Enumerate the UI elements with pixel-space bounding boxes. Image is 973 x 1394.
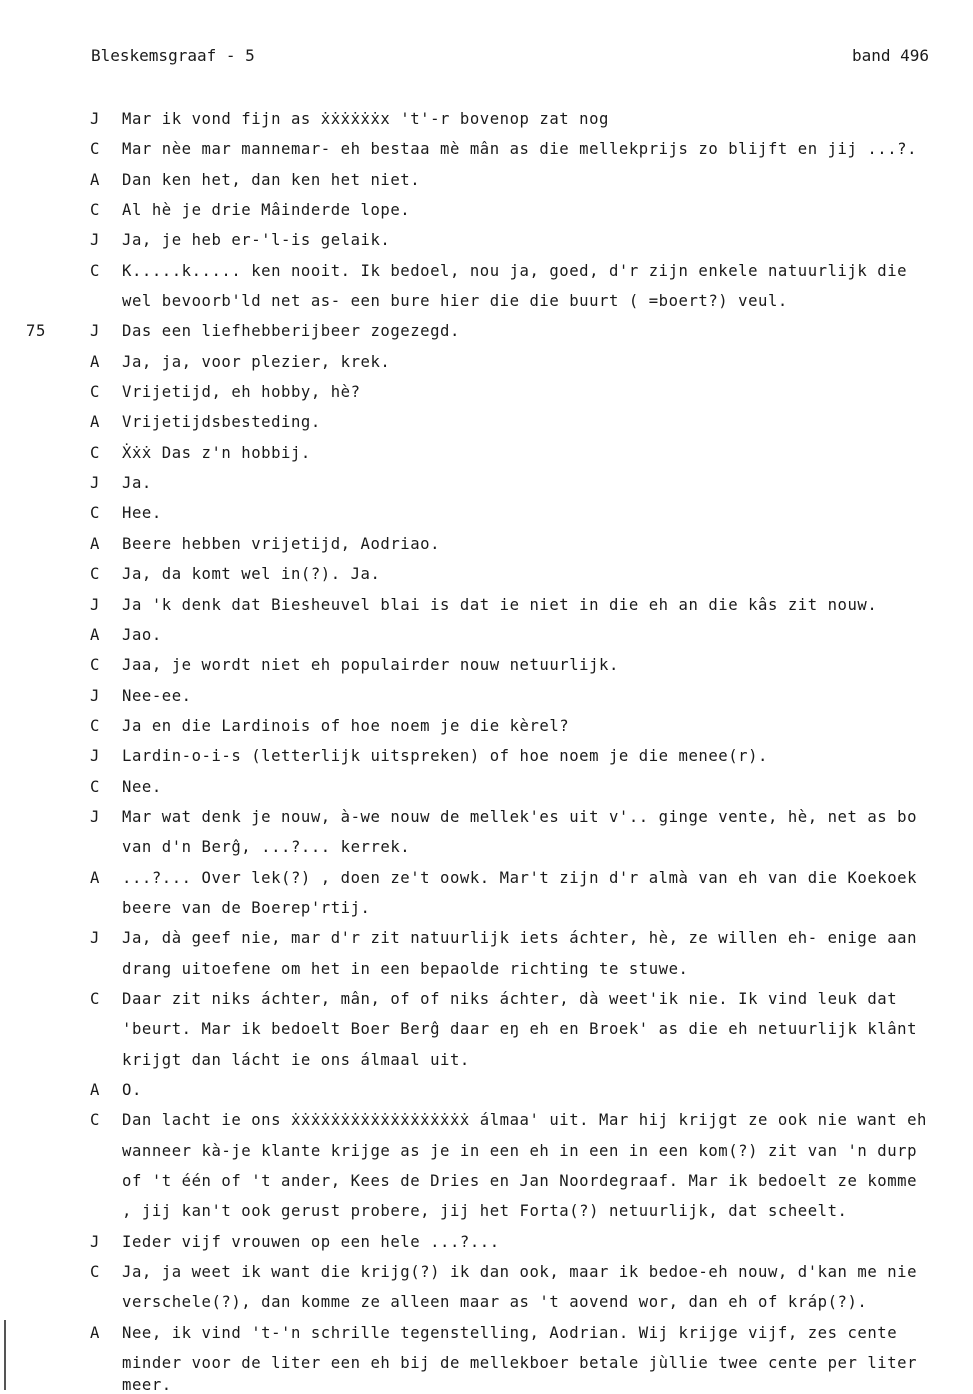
line-text: Ja en die Lardinois of hoe noem je die kèrel?: [122, 716, 570, 735]
line-text: K.....k..... ken nooit. Ik bedoel, nou ja, goed, d'r zijn enkele natuurlijk die: [122, 261, 908, 280]
speaker-label: C: [90, 989, 100, 1008]
line-text: , jij kan't ook gerust probere, jij het Forta(?) netuurlijk, dat scheelt.: [122, 1202, 848, 1221]
speaker-label: J: [90, 110, 100, 128]
transcript-line: [0, 134, 973, 164]
header-title: Bleskemsgraaf - 5: [91, 46, 255, 65]
speaker-label: A: [90, 170, 100, 189]
line-number: 75: [26, 322, 46, 341]
speaker-label: A: [90, 534, 100, 553]
transcript-line: [0, 407, 973, 437]
line-text: Nee, ik vind 't-'n schrille tegenstelling, Aodrian. Wij krijge vijf, zes cente: [122, 1323, 898, 1342]
transcript-line: [0, 620, 973, 650]
transcript-line: [0, 681, 973, 711]
speaker-label: A: [90, 868, 100, 887]
speaker-label: J: [90, 595, 100, 614]
transcript-line: [0, 1318, 973, 1348]
speaker-label: J: [90, 322, 100, 341]
line-text: Ieder vijf vrouwen op een hele ...?...: [122, 1232, 500, 1251]
line-text: O.: [122, 1081, 142, 1099]
transcript-line: [0, 1196, 973, 1226]
speaker-label: J: [90, 807, 100, 826]
speaker-label: C: [90, 565, 100, 584]
transcript-line: [0, 529, 973, 559]
line-text: minder voor de liter een eh bij de mellekboer betale jùllie twee cente per liter: [122, 1354, 918, 1373]
line-text: 'beurt. Mar ik bedoelt Boer Berĝ daar eŋ eh en Broek' as die eh netuurlijk klânt: [122, 1020, 918, 1039]
transcript-line: [0, 1045, 973, 1075]
line-text: Nee.: [122, 777, 162, 796]
line-text: Nee-ee.: [122, 686, 192, 705]
line-text: Ja, ja weet ik want die krijg(?) ik dan ook, maar ik bedoe-eh nouw, d'kan me nie: [122, 1263, 918, 1282]
speaker-label: A: [90, 625, 100, 644]
transcript-line: [0, 225, 973, 255]
line-text: Beere hebben vrijetijd, Aodriao.: [122, 534, 441, 553]
speaker-label: C: [90, 261, 100, 280]
transcript-line: [0, 165, 973, 195]
speaker-label: J: [90, 474, 100, 493]
transcript-line: [0, 863, 973, 893]
line-text: Mar wat denk je nouw, à-we nouw de mellek'es uit v'.. ginge vente, hè, net as bo: [122, 807, 918, 826]
transcript-line: [0, 1374, 973, 1394]
line-text: Dan ken het, dan ken het niet.: [122, 170, 421, 189]
speaker-label: C: [90, 504, 100, 523]
speaker-label: J: [90, 1232, 100, 1251]
transcript-line: [0, 832, 973, 862]
transcript-line: [0, 347, 973, 377]
transcript-line: [0, 711, 973, 741]
transcript-line: [0, 1136, 973, 1166]
transcript-line: [0, 498, 973, 528]
line-text: Mar ik vond fijn as ẋẋẋẋẋẋx 't'-r bovenop zat nog: [122, 110, 609, 128]
transcript-body: [0, 104, 973, 1394]
transcript-line: [0, 377, 973, 407]
speaker-label: C: [90, 201, 100, 220]
line-text: Jaa, je wordt niet eh populairder nouw netuurlijk.: [122, 656, 619, 675]
transcript-line: [0, 1257, 973, 1287]
line-text: Ẋẋẋ Das z'n hobbij.: [122, 443, 311, 462]
transcript-line: [0, 1227, 973, 1257]
line-text: ...?... Over lek(?) , doen ze't oowk. Mar't zijn d'r almà van eh van die Koekoek: [122, 868, 918, 887]
transcript-line: [0, 559, 973, 589]
line-text: Ja, ja, voor plezier, krek.: [122, 352, 391, 371]
speaker-label: A: [90, 1323, 100, 1342]
transcript-line: [0, 772, 973, 802]
tape-number: band 496: [851, 46, 929, 65]
line-text: wanneer kà-je klante krijge as je in een eh in een in een kom(?) zit van 'n durp: [122, 1141, 918, 1160]
speaker-label: J: [90, 747, 100, 766]
line-text: Hee.: [122, 504, 162, 523]
speaker-label: C: [90, 1111, 100, 1130]
line-text: beere van de Boerep'rtij.: [122, 898, 371, 917]
line-text: van d'n Berĝ, ...?... kerrek.: [122, 838, 411, 857]
speaker-label: C: [90, 1263, 100, 1282]
speaker-label: J: [90, 929, 100, 948]
line-text: Vrijetijd, eh hobby, hè?: [122, 383, 361, 402]
transcript-line: [0, 1105, 973, 1135]
line-text: verschele(?), dan komme ze alleen maar as 't aovend wor, dan eh of kráp(?).: [122, 1293, 868, 1312]
transcript-line: [0, 256, 973, 286]
line-text: Lardin-o-i-s (letterlijk uitspreken) of hoe noem je die menee(r).: [122, 747, 768, 766]
line-text: Dan lacht ie ons ẋẋẋẋẋẋẋẋẋẋẋẋẋẋẋẋẋẋ álmaa' uit. Mar hij krijgt ze ook nie want eh: [122, 1111, 927, 1130]
line-text: krijgt dan lácht ie ons álmaal uit.: [122, 1050, 470, 1069]
transcript-line: [0, 650, 973, 680]
line-text: Vrijetijdsbesteding.: [122, 413, 321, 432]
transcript-line: [0, 438, 973, 468]
margin-mark: [4, 1320, 6, 1390]
speaker-label: C: [90, 383, 100, 402]
transcript-line: [0, 954, 973, 984]
speaker-label: A: [90, 352, 100, 371]
transcript-line: [0, 195, 973, 225]
transcript-line: [0, 893, 973, 923]
transcript-line: [0, 802, 973, 832]
line-text: Daar zit niks áchter, mân, of of niks áchter, dà weet'ik nie. Ik vind leuk dat: [122, 989, 898, 1008]
line-text: wel bevoorb'ld net as- een bure hier die die buurt ( =boert?) veul.: [122, 292, 788, 311]
speaker-label: C: [90, 716, 100, 735]
speaker-label: C: [90, 777, 100, 796]
page-header: [91, 46, 929, 70]
line-text: Mar nèe mar mannemar- eh bestaa mè mân as die mellekprijs zo blijft en jij ...?.: [122, 140, 918, 159]
transcript-line: [0, 1075, 973, 1105]
speaker-label: A: [90, 1081, 100, 1099]
line-text: Ja.: [122, 474, 152, 493]
transcript-line: [0, 590, 973, 620]
line-text: meer.: [122, 1376, 172, 1394]
transcript-line: [0, 468, 973, 498]
speaker-label: J: [90, 686, 100, 705]
line-text: drang uitoefene om het in een bepaolde richting te stuwe.: [122, 959, 689, 978]
line-text: Das een liefhebberijbeer zogezegd.: [122, 322, 460, 341]
transcript-line: [0, 984, 973, 1014]
speaker-label: C: [90, 140, 100, 159]
line-text: of 't één of 't ander, Kees de Dries en Jan Noordegraaf. Mar ik bedoelt ze komme: [122, 1172, 918, 1191]
transcript-line: [0, 1166, 973, 1196]
transcript-line: [0, 1287, 973, 1317]
line-text: Ja, da komt wel in(?). Ja.: [122, 565, 381, 584]
speaker-label: J: [90, 231, 100, 250]
speaker-label: A: [90, 413, 100, 432]
transcript-line: [0, 1014, 973, 1044]
transcript-line: [0, 286, 973, 316]
transcript-line: [0, 104, 973, 134]
speaker-label: C: [90, 656, 100, 675]
line-text: Ja 'k denk dat Biesheuvel blai is dat ie niet in die eh an die kâs zit nouw.: [122, 595, 878, 614]
transcript-line: [0, 316, 973, 346]
transcript-line: [0, 741, 973, 771]
line-text: Ja, dà geef nie, mar d'r zit natuurlijk iets áchter, hè, ze willen eh- enige aan: [122, 929, 918, 948]
transcript-line: [0, 923, 973, 953]
speaker-label: C: [90, 443, 100, 462]
line-text: Al hè je drie Mâinderde lope.: [122, 201, 411, 220]
line-text: Jao.: [122, 625, 162, 644]
line-text: Ja, je heb er-'l-is gelaik.: [122, 231, 391, 250]
